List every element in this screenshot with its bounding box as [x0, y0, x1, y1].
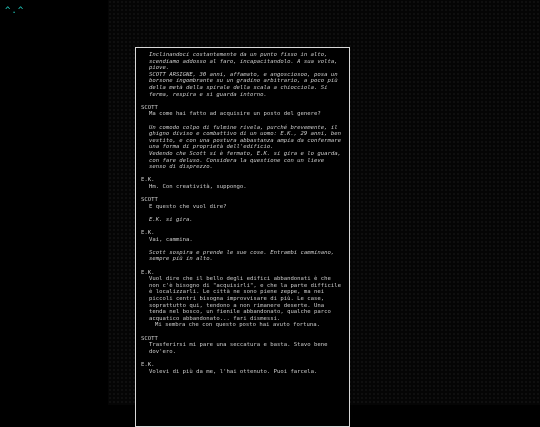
- speaker-name: E.K.: [141, 361, 155, 368]
- dialogue-text: Ma come hai fatto ad acquisire un posto del genere?: [149, 111, 321, 118]
- logo-emoticon: ^.^: [5, 6, 25, 16]
- speaker-name: SCOTT: [141, 104, 158, 111]
- dialogue-line: [141, 237, 344, 244]
- dialogue-text: Vuol dire che il bello degli edifici abbandonati è che non c'è bisogno di "acquisirli", e che la parte difficile è localizzarli. Le città ne sono piene zeppe, ma nei piccoli centri bisogna improvvisare di più. Le case, soprattutto qui, tendono a non rimanere deserte. Una tenda nel bosco, un fienile abbandonato, qualche parco acquatico abbandonato... fari dismessi.: [149, 276, 341, 322]
- stage-direction: [141, 125, 344, 171]
- stage-direction: [141, 250, 344, 263]
- dialogue-text: E questo che vuol dire?: [149, 203, 227, 210]
- dialogue-line: [141, 342, 344, 355]
- stage-direction-text: Vedendo che Scott si è fermato, E.K. si gira e lo guarda, con fare deluso. Considera la questione con un lieve senso di disprezzo.: [149, 150, 341, 171]
- dialogue-line: [141, 276, 344, 329]
- dialogue-line: [141, 184, 344, 191]
- speaker-name: E.K.: [141, 230, 155, 237]
- stage-direction: [141, 52, 344, 98]
- dialogue-text: Volevi di più da me, l'hai ottenuto. Puoi farcela.: [149, 368, 318, 375]
- dialogue-text: Trasferirsi mi pare una seccatura e basta. Stavo bene dov'ero.: [149, 342, 328, 355]
- dialogue-text: Vai, cammina.: [149, 236, 193, 243]
- dialogue-line: [141, 111, 344, 118]
- speaker-name: E.K.: [141, 177, 155, 184]
- speaker-name: E.K.: [141, 269, 155, 276]
- stage-direction-text: Un comodo colpo di fulmine rivela, purché brevemente, il ghigno diviso e combattivo di un uomo: E.K., 29 anni, ben vestito, e con una postura abbastanza ampia da confermare una forma di proprietà dell'edificio.: [149, 124, 341, 151]
- speaker-name: SCOTT: [141, 335, 158, 342]
- speaker-name: SCOTT: [141, 197, 158, 204]
- stage-direction-text: SCOTT ARSIGNE, 30 anni, affamato, e angosciosoo, posa un borsone ingombrante su un gradino arbitrario, a poco più della metà della spirale della scala a chiocciola. Si ferma, respira e si guarda intorno.: [149, 71, 338, 98]
- stage-direction-text: Inclinandoci costantemente da un punto fisso in alto, scendiamo addosso al faro, incapacitandolo. A sua volta, piove.: [149, 52, 338, 72]
- dialogue-text: Hm. Con creatività, suppongo.: [149, 183, 247, 190]
- screenplay-page[interactable]: [135, 47, 350, 427]
- dialogue-line: [141, 369, 344, 376]
- dialogue-text: Mi sembra che con questo posto hai avuto fortuna.: [155, 322, 321, 329]
- parenthetical-direction: E.K. si gira.: [149, 216, 193, 223]
- stage-direction-text: Scott sospira e prende le sue cose. Entrambi camminano, sempre più in alto.: [149, 249, 335, 263]
- dialogue-line: [141, 204, 344, 224]
